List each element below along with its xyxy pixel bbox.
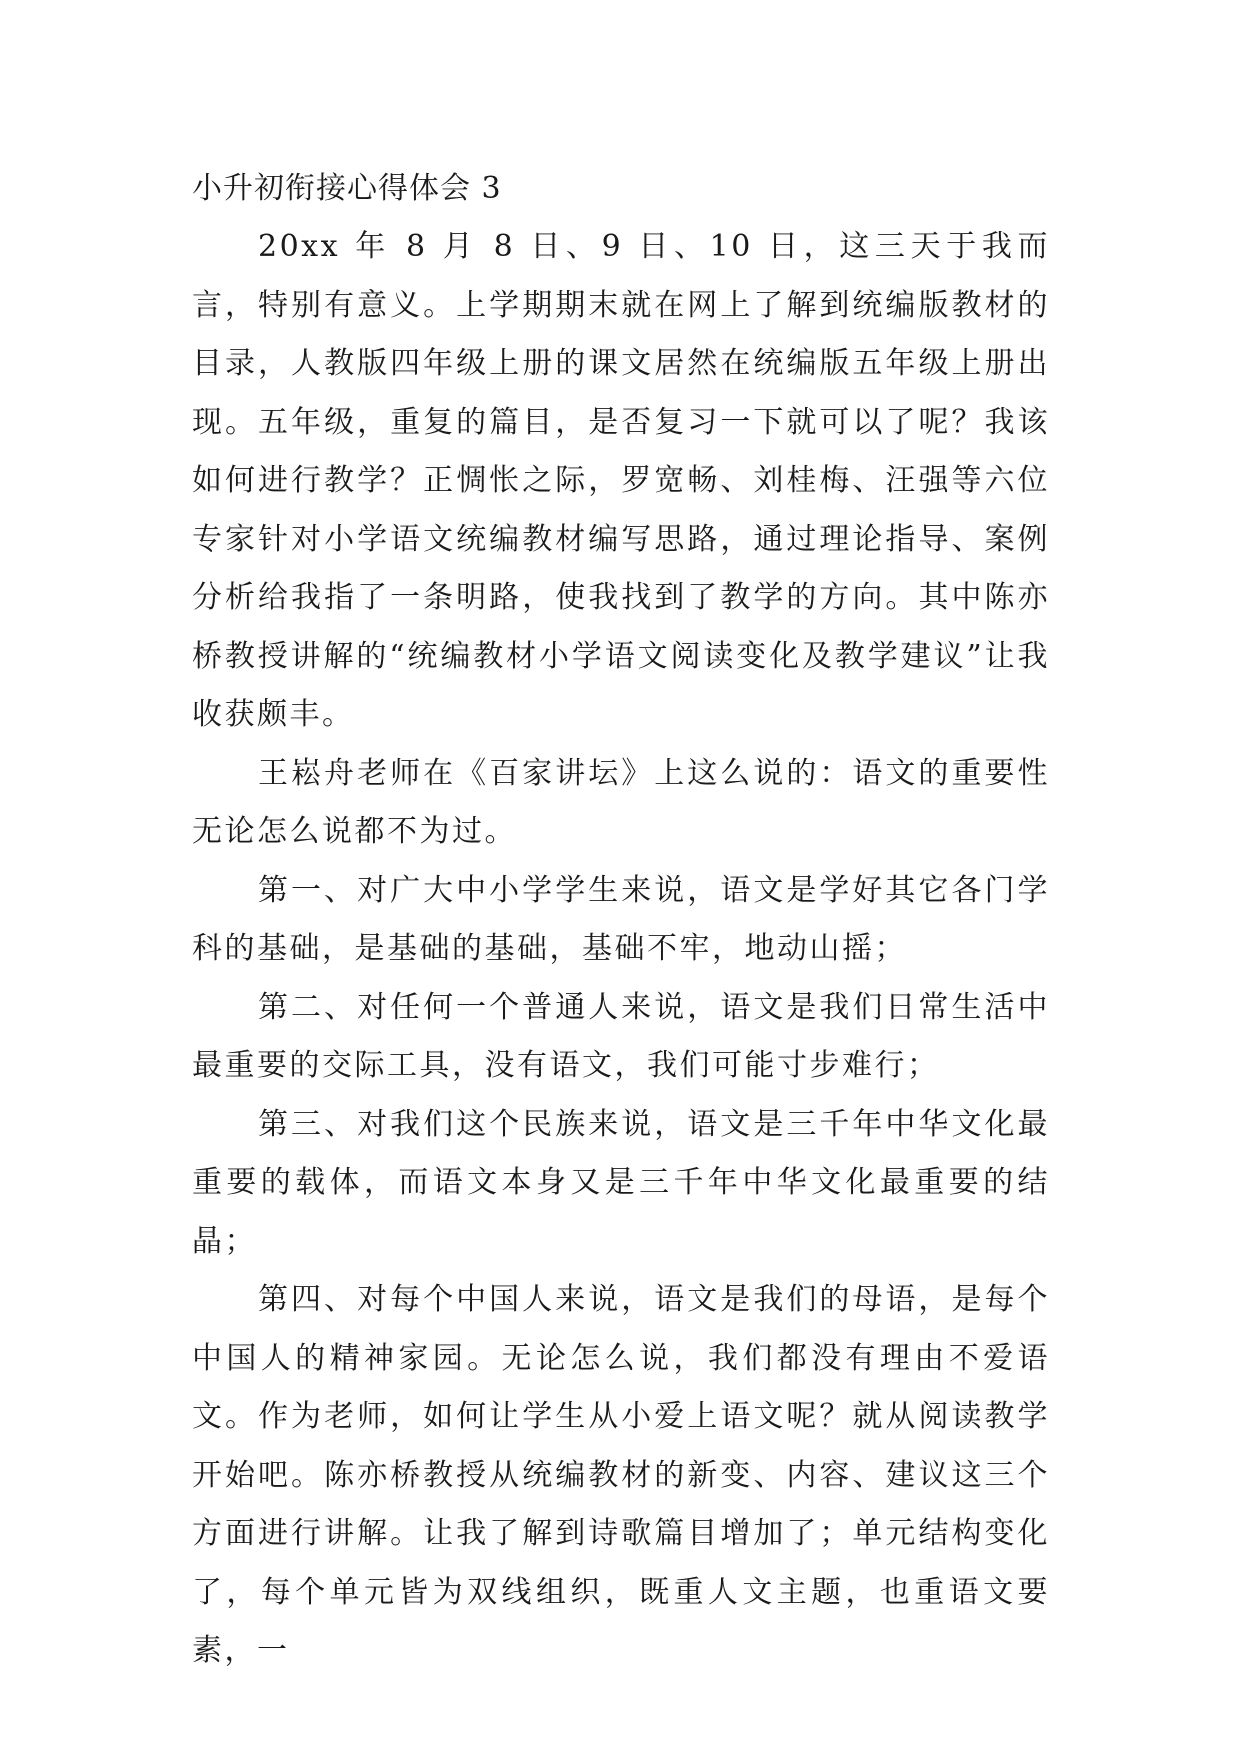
- paragraph-point-3: 第三、对我们这个民族来说，语文是三千年中华文化最重要的载体，而语文本身又是三千年中华文化最重要的结晶；: [192, 1106, 1050, 1259]
- paragraph-point-4: 第四、对每个中国人来说，语文是我们的母语，是每个中国人的精神家园。无论怎么说，我们都没有理由不爱语文。作为老师，如何让学生从小爱上语文呢？就从阅读教学开始吧。陈亦桥教授从统编教材的新变、内容、建议这三个方面进行讲解。让我了解到诗歌篇目增加了；单元结构变化了，每个单元皆为双线组织，既重人文主题，也重语文要素，一: [192, 1282, 1050, 1668]
- paragraph-point-1: 第一、对广大中小学学生来说，语文是学好其它各门学科的基础，是基础的基础，基础不牢，地动山摇；: [192, 872, 1050, 966]
- paragraph-intro: 20xx 年 8 月 8 日、9 日、10 日，这三天于我而言，特别有意义。上学期期末就在网上了解到统编版教材的目录，人教版四年级上册的课文居然在统编版五年级上册出现。五年级，重复的篇目，是否复习一下就可以了呢？我该如何进行教学？正惆怅之际，罗宽畅、刘桂梅、汪强等六位专家针对小学语文统编教材编写思路，通过理论指导、案例分析给我指了一条明路，使我找到了教学的方向。其中陈亦桥教授讲解的“统编教材小学语文阅读变化及教学建议”让我收获颇丰。: [192, 229, 1050, 732]
- paragraph-point-2: 第二、对任何一个普通人来说，语文是我们日常生活中最重要的交际工具，没有语文，我们可能寸步难行；: [192, 989, 1050, 1083]
- document-page: [192, 160, 1050, 1681]
- document-title: 小升初衔接心得体会 3: [192, 171, 502, 206]
- paragraph-quote: 王崧舟老师在《百家讲坛》上这么说的：语文的重要性无论怎么说都不为过。: [192, 755, 1050, 849]
